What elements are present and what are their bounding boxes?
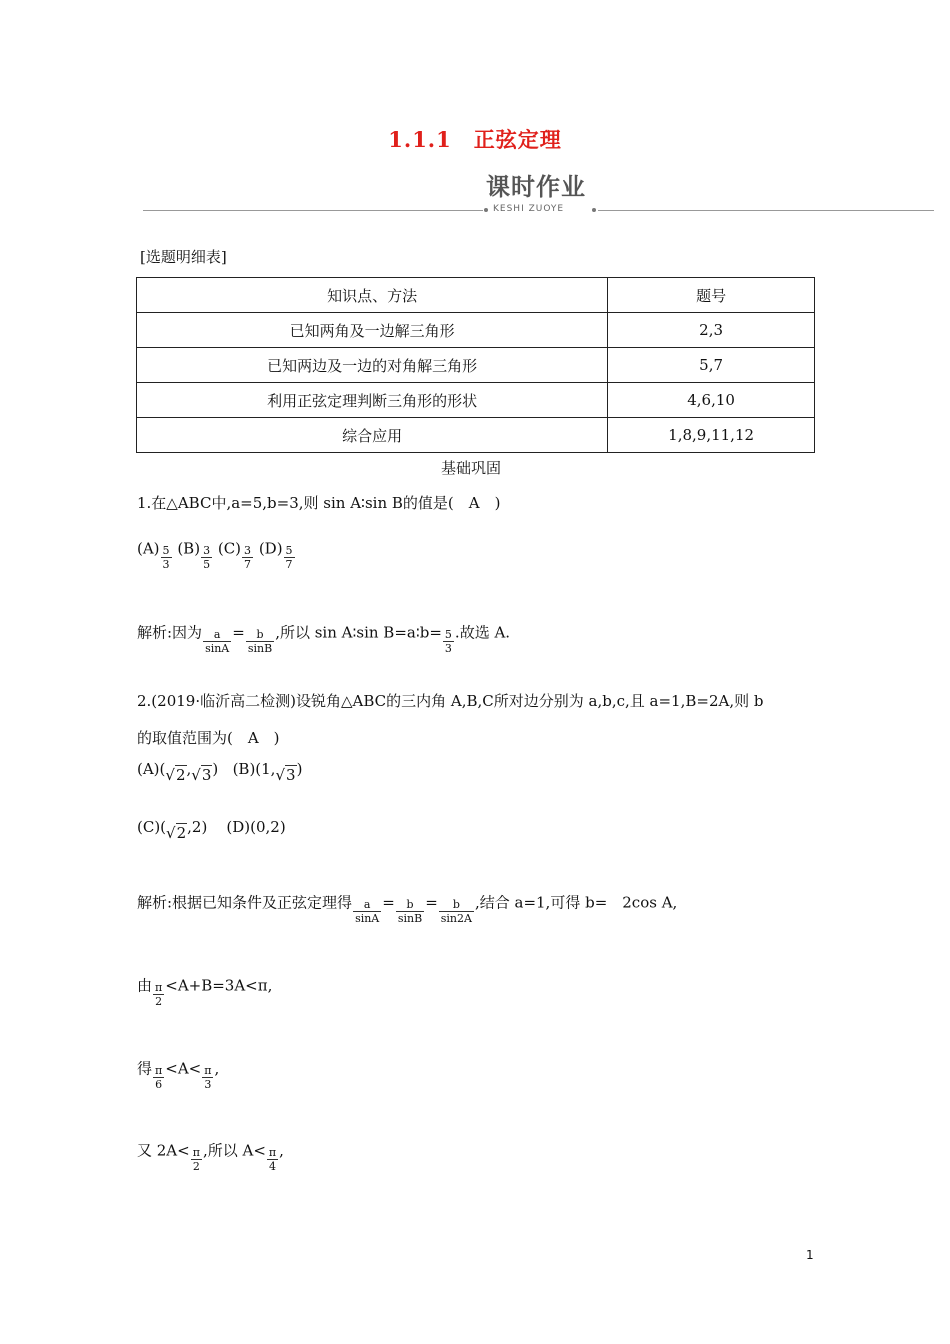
analysis-step-1 (137, 973, 273, 1008)
option-close: ) (296, 760, 303, 778)
denominator: 3 (444, 642, 452, 655)
denominator: 7 (244, 558, 252, 571)
numerator: 5 (162, 544, 170, 557)
numerator: π (192, 1146, 200, 1159)
sqrt-expression: √2 (166, 824, 187, 842)
sqrt-expression: √3 (275, 766, 296, 784)
table-header-cell: 知识点、方法 (137, 278, 608, 313)
option-d: (D)(0,2) (226, 818, 286, 836)
table-cell: 1,8,9,11,12 (608, 418, 815, 453)
denominator: sinA (205, 642, 230, 655)
denominator: sinB (397, 912, 423, 925)
step-text: ,所以 A< (202, 1141, 266, 1160)
fraction (267, 1146, 278, 1173)
analysis-text: 解析:根据已知条件及正弦定理得 (137, 893, 353, 912)
numerator: 5 (285, 544, 293, 557)
radicand: 3 (201, 766, 212, 784)
numerator: b (246, 628, 274, 642)
step-text: 由 (137, 976, 153, 995)
denominator: 3 (162, 558, 170, 571)
banner-rule-left (143, 210, 483, 211)
table-cell: 利用正弦定理判断三角形的形状 (137, 383, 608, 418)
step-text: <A< (165, 1059, 202, 1078)
step-text: 得 (137, 1059, 153, 1078)
option-fraction (284, 544, 295, 571)
numerator: a (353, 898, 381, 912)
step-text: , (214, 1059, 220, 1078)
option-label: (C) (217, 539, 242, 558)
analysis-step-2 (137, 1056, 220, 1091)
numerator: π (268, 1146, 277, 1159)
table-caption: [选题明细表] (140, 248, 227, 266)
denominator: 2 (192, 1160, 200, 1173)
table-cell: 综合应用 (137, 418, 608, 453)
numerator: b (396, 898, 424, 912)
banner-rule-right (598, 210, 934, 211)
table-cell: 已知两角及一边解三角形 (137, 313, 608, 348)
numerator: π (204, 1064, 212, 1077)
table-row (137, 348, 815, 383)
analysis-text: 解析:因为 (137, 623, 203, 642)
analysis-text: .故选 A. (454, 623, 511, 642)
question-2-analysis (137, 890, 678, 925)
radicand: 3 (286, 766, 296, 784)
step-text: 又 2A< (137, 1141, 190, 1160)
table-cell: 5,7 (608, 348, 815, 383)
step-text: <A+B=3A<π, (165, 976, 273, 995)
radicand: 2 (175, 766, 186, 784)
fraction (353, 898, 381, 925)
question-2-stem-line-2: 的取值范围为( A ) (137, 729, 280, 747)
denominator: 2 (155, 995, 163, 1008)
question-2-options-ab (137, 760, 303, 784)
fraction (443, 628, 454, 655)
numerator: b (439, 898, 474, 912)
equals-sign: = (232, 623, 245, 642)
section-heading: 基础巩固 (441, 459, 502, 477)
option-label: (C)( (137, 818, 167, 836)
option-c (137, 818, 208, 842)
table-header-row (137, 278, 815, 313)
denominator: 5 (203, 558, 211, 571)
numerator: π (155, 1064, 163, 1077)
denominator: sin2A (440, 912, 472, 925)
question-2-stem-line-1: 2.(2019·临沂高二检测)设锐角△ABC的三内角 A,B,C所对边分别为 a,b,c,且 a=1,B=2A,则 b (137, 692, 764, 710)
denominator: 6 (155, 1078, 163, 1091)
sqrt-expression: √2 (165, 766, 186, 784)
question-1-options (137, 536, 296, 571)
denominator: sinB (247, 642, 273, 655)
table-cell: 2,3 (608, 313, 815, 348)
numerator: a (203, 628, 231, 642)
option-label: (A)( (137, 760, 166, 778)
equals-sign: = (425, 893, 438, 912)
numerator: 5 (444, 628, 452, 641)
separator: , (186, 760, 192, 778)
option-label: (B) (177, 539, 201, 558)
numerator: 3 (244, 544, 252, 557)
question-2-options-cd (137, 818, 286, 842)
option-fraction (161, 544, 172, 571)
table-row (137, 313, 815, 348)
fraction (439, 898, 474, 925)
question-1-stem: 1.在△ABC中,a=5,b=3,则 sin A∶sin B的值是( A ) (137, 494, 501, 512)
table-cell: 4,6,10 (608, 383, 815, 418)
banner-dot-right (592, 208, 596, 212)
fraction (246, 628, 274, 655)
section-banner-title: 课时作业 (486, 173, 586, 201)
radicand: 2 (176, 824, 187, 842)
option-b (232, 760, 303, 784)
option-label: (D) (258, 539, 283, 558)
denominator: 4 (269, 1160, 276, 1173)
page-number: 1 (806, 1248, 814, 1262)
equals-sign: = (382, 893, 395, 912)
denominator: 3 (204, 1078, 212, 1091)
fraction (203, 628, 231, 655)
analysis-text: ,所以 sin A∶sin B=a∶b= (275, 623, 442, 642)
step-text: , (279, 1141, 284, 1160)
table-row (137, 418, 815, 453)
option-close: ,2) (187, 818, 208, 836)
section-banner-subtitle: KESHI ZUOYE (493, 204, 565, 214)
option-close: ) (212, 760, 219, 778)
fraction (396, 898, 424, 925)
analysis-step-3 (137, 1138, 284, 1173)
option-fraction (201, 544, 212, 571)
table-header-cell: 题号 (608, 278, 815, 313)
sqrt-expression: √3 (191, 766, 212, 784)
denominator: 7 (285, 558, 293, 571)
numerator: 3 (203, 544, 211, 557)
table-cell: 已知两边及一边的对角解三角形 (137, 348, 608, 383)
denominator: sinA (355, 912, 380, 925)
option-fraction (242, 544, 253, 571)
fraction (153, 981, 164, 1008)
option-label: (B)(1, (232, 760, 276, 778)
fraction (153, 1064, 164, 1091)
page-title: 1.1.1 正弦定理 (388, 127, 562, 152)
analysis-text: ,结合 a=1,可得 b= 2cos A, (474, 893, 678, 912)
banner-dot-left (484, 208, 488, 212)
option-label: (A) (137, 539, 160, 558)
topic-detail-table (136, 277, 815, 453)
numerator: π (155, 981, 163, 994)
option-a (137, 760, 219, 784)
question-1-analysis (137, 620, 511, 655)
table-row (137, 383, 815, 418)
fraction (191, 1146, 202, 1173)
fraction (202, 1064, 213, 1091)
